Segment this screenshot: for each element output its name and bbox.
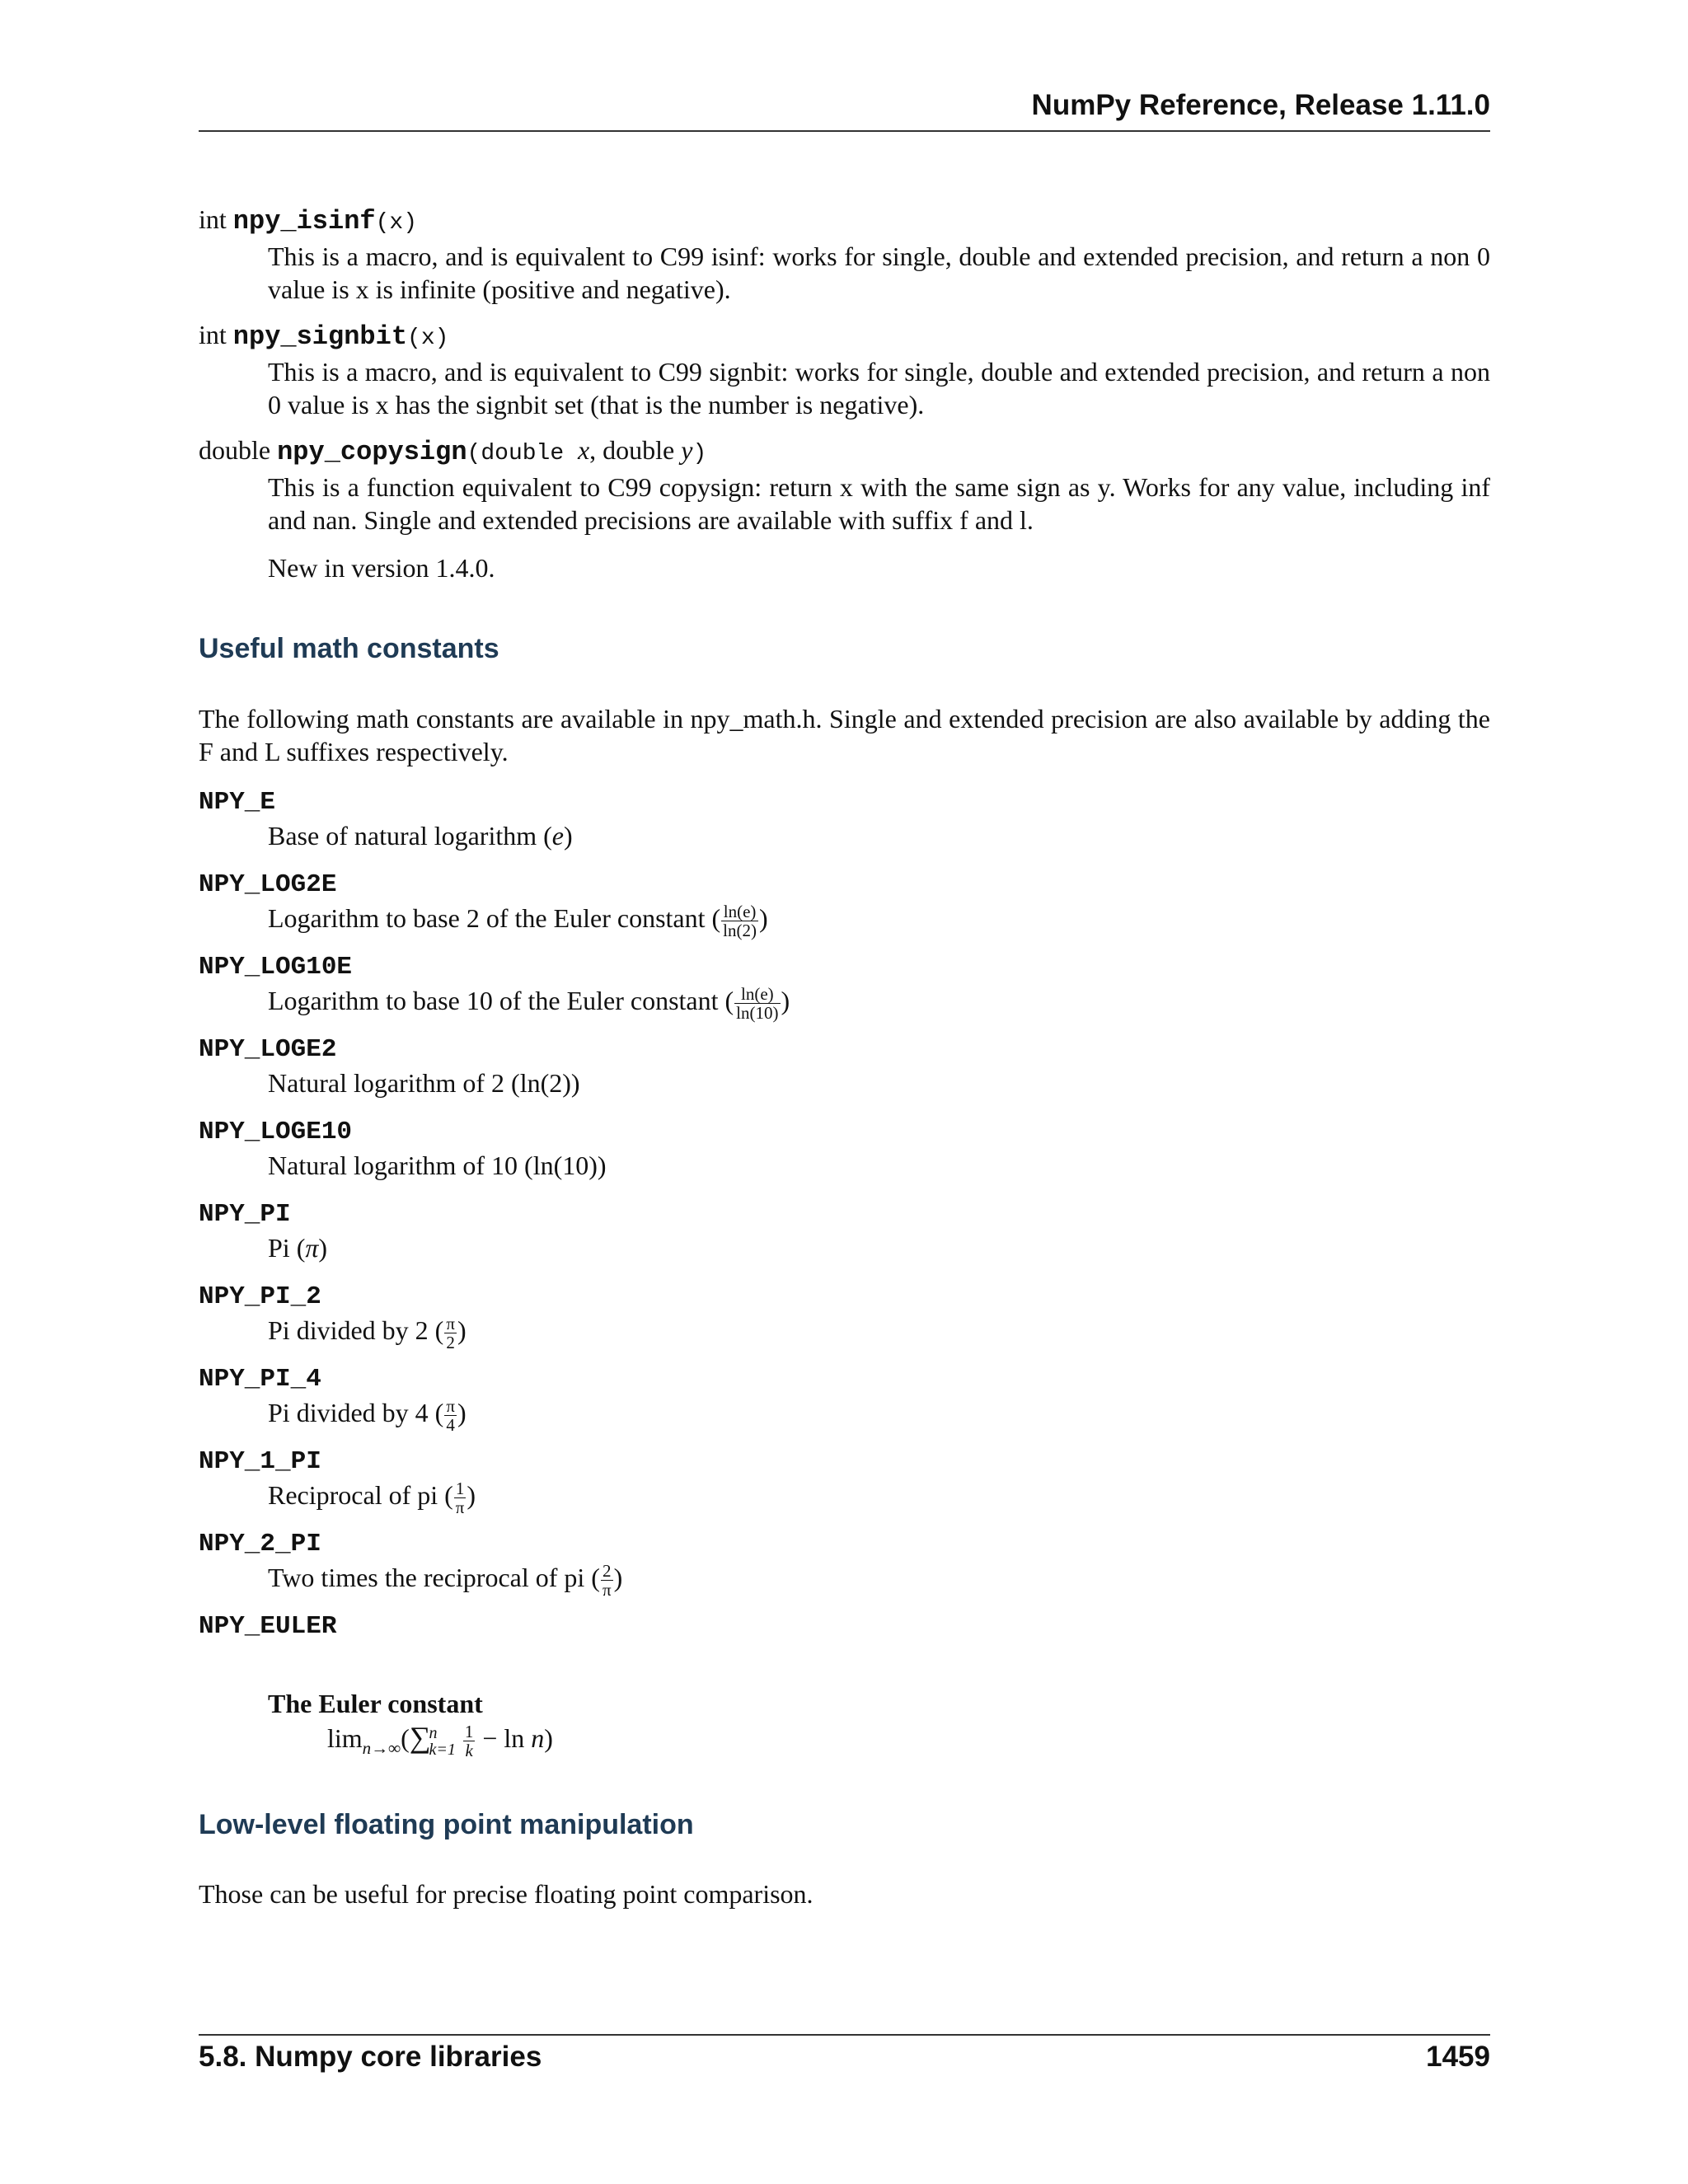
constant-name[interactable]: NPY_E (199, 788, 276, 817)
function-args: (x) (375, 210, 418, 236)
constant-npy-log2e (199, 869, 1435, 940)
section-intro-math-constants: The following math constants are available in npy_math.h. Single and extended precision are also available by adding the F and L suffixes respectively. (199, 704, 1490, 766)
constant-npy-log10e (199, 951, 1435, 1022)
constant-description: Reciprocal of pi ( $\frac{1}{\pi}$ ) (268, 1479, 476, 1518)
constant-description: Natural logarithm of 10 (ln(10)) (268, 1151, 607, 1180)
constant-npy-loge2 (199, 1033, 1435, 1099)
constant-description: Base of natural logarithm (e) (268, 821, 573, 851)
function-npy-isinf (199, 203, 1490, 306)
function-description: This is a macro, and is equivalent to C99 isinf: works for single, double and extended precision, and return a non 0 value is x is infinite (positive and negative). (268, 241, 1490, 304)
function-signature: double npy_copysign(double x, double y) (199, 435, 707, 467)
constant-npy-pi-4 (199, 1363, 1435, 1434)
header-rule (199, 130, 1490, 132)
constant-description: Logarithm to base 10 of the Euler constant ( $\frac{\ln(e)}{\ln(10)}$ ) (268, 984, 790, 1024)
constant-npy-euler (199, 1610, 1435, 1643)
constant-name[interactable]: NPY_LOG2E (199, 870, 337, 899)
constant-name[interactable]: NPY_LOG10E (199, 953, 353, 982)
constant-name[interactable]: NPY_1_PI (199, 1447, 321, 1476)
euler-constant-heading: The Euler constant (268, 1689, 483, 1718)
function-name[interactable]: npy_copysign (277, 437, 467, 467)
function-npy-signbit (199, 318, 1490, 421)
constant-npy-e (199, 786, 1435, 852)
fraction: $\frac{1}{k}$ (464, 1722, 474, 1761)
constant-name[interactable]: NPY_LOGE2 (199, 1035, 337, 1064)
fraction: $\frac{\pi}{4}$ (446, 1396, 455, 1436)
section-title-low-level[interactable]: Low-level floating point manipulation (199, 1809, 694, 1840)
function-npy-copysign (199, 434, 1490, 584)
function-description: This is a macro, and is equivalent to C99 signbit: works for single, double and extended precision, and return a non 0 value is x has the signbit set (that is the number is negative). (268, 357, 1490, 419)
constant-name[interactable]: NPY_2_PI (199, 1530, 321, 1558)
function-args: (x) (407, 326, 449, 351)
constant-description: Two times the reciprocal of pi ( $\frac{2}{\pi}$ ) (268, 1561, 623, 1601)
return-type: double (199, 435, 271, 465)
return-type: int (199, 320, 227, 349)
arg-y: y (681, 435, 693, 465)
constant-npy-1-pi (199, 1446, 1435, 1516)
constant-name[interactable]: NPY_EULER (199, 1612, 337, 1641)
function-name[interactable]: npy_signbit (232, 321, 408, 352)
constant-name[interactable]: NPY_PI_4 (199, 1365, 321, 1394)
constant-name[interactable]: NPY_PI (199, 1200, 291, 1229)
arg-x: x (577, 435, 590, 465)
page-number: 1459 (1426, 2041, 1490, 2073)
section-title-math-constants[interactable]: Useful math constants (199, 633, 499, 664)
euler-constant-formula: $\lim_{n\to\infty}(\sum$ n k=1 $\frac{1}{k}$ − ln n) (327, 1721, 553, 1761)
constant-npy-pi-2 (199, 1281, 1435, 1352)
function-signature (199, 318, 1490, 355)
constant-npy-loge10 (199, 1116, 1435, 1182)
version-note: New in version 1.4.0. (268, 553, 495, 583)
fraction: $\frac{\ln(e)}{\ln(10)}$ (736, 984, 779, 1024)
page-footer (199, 2041, 1490, 2074)
footer-rule (199, 2034, 1490, 2036)
constant-description: Pi divided by 2 ( $\frac{\pi}{2}$ ) (268, 1314, 467, 1353)
function-name[interactable]: npy_isinf (232, 206, 376, 237)
running-header: NumPy Reference, Release 1.11.0 (1031, 89, 1490, 121)
constant-description: Pi (π) (268, 1233, 328, 1263)
function-signature (199, 203, 1490, 240)
constant-npy-2-pi (199, 1528, 1435, 1599)
function-description: This is a function equivalent to C99 copysign: return x with the same sign as y. Works for any value, including inf and nan. Single and extended precisions are available with suffix f and l. (268, 472, 1490, 535)
constant-name[interactable]: NPY_LOGE10 (199, 1118, 353, 1146)
footer-section[interactable]: 5.8. Numpy core libraries (199, 2041, 542, 2073)
constant-description: Logarithm to base 2 of the Euler constant ( $\frac{\ln(e)}{\ln(2)}$ ) (268, 902, 768, 941)
section-intro-low-level: Those can be useful for precise floating point comparison. (199, 1879, 814, 1909)
constant-description: Pi divided by 4 ( $\frac{\pi}{4}$ ) (268, 1396, 467, 1436)
constant-name[interactable]: NPY_PI_2 (199, 1282, 321, 1311)
return-type: int (199, 204, 227, 234)
constant-npy-pi (199, 1198, 1435, 1264)
fraction: $\frac{1}{\pi}$ (455, 1479, 465, 1518)
fraction: $\frac{\pi}{2}$ (446, 1314, 455, 1353)
fraction: $\frac{\ln(e)}{\ln(2)}$ (723, 902, 757, 941)
fraction: $\frac{2}{\pi}$ (602, 1561, 612, 1601)
constant-description: Natural logarithm of 2 (ln(2)) (268, 1068, 580, 1098)
